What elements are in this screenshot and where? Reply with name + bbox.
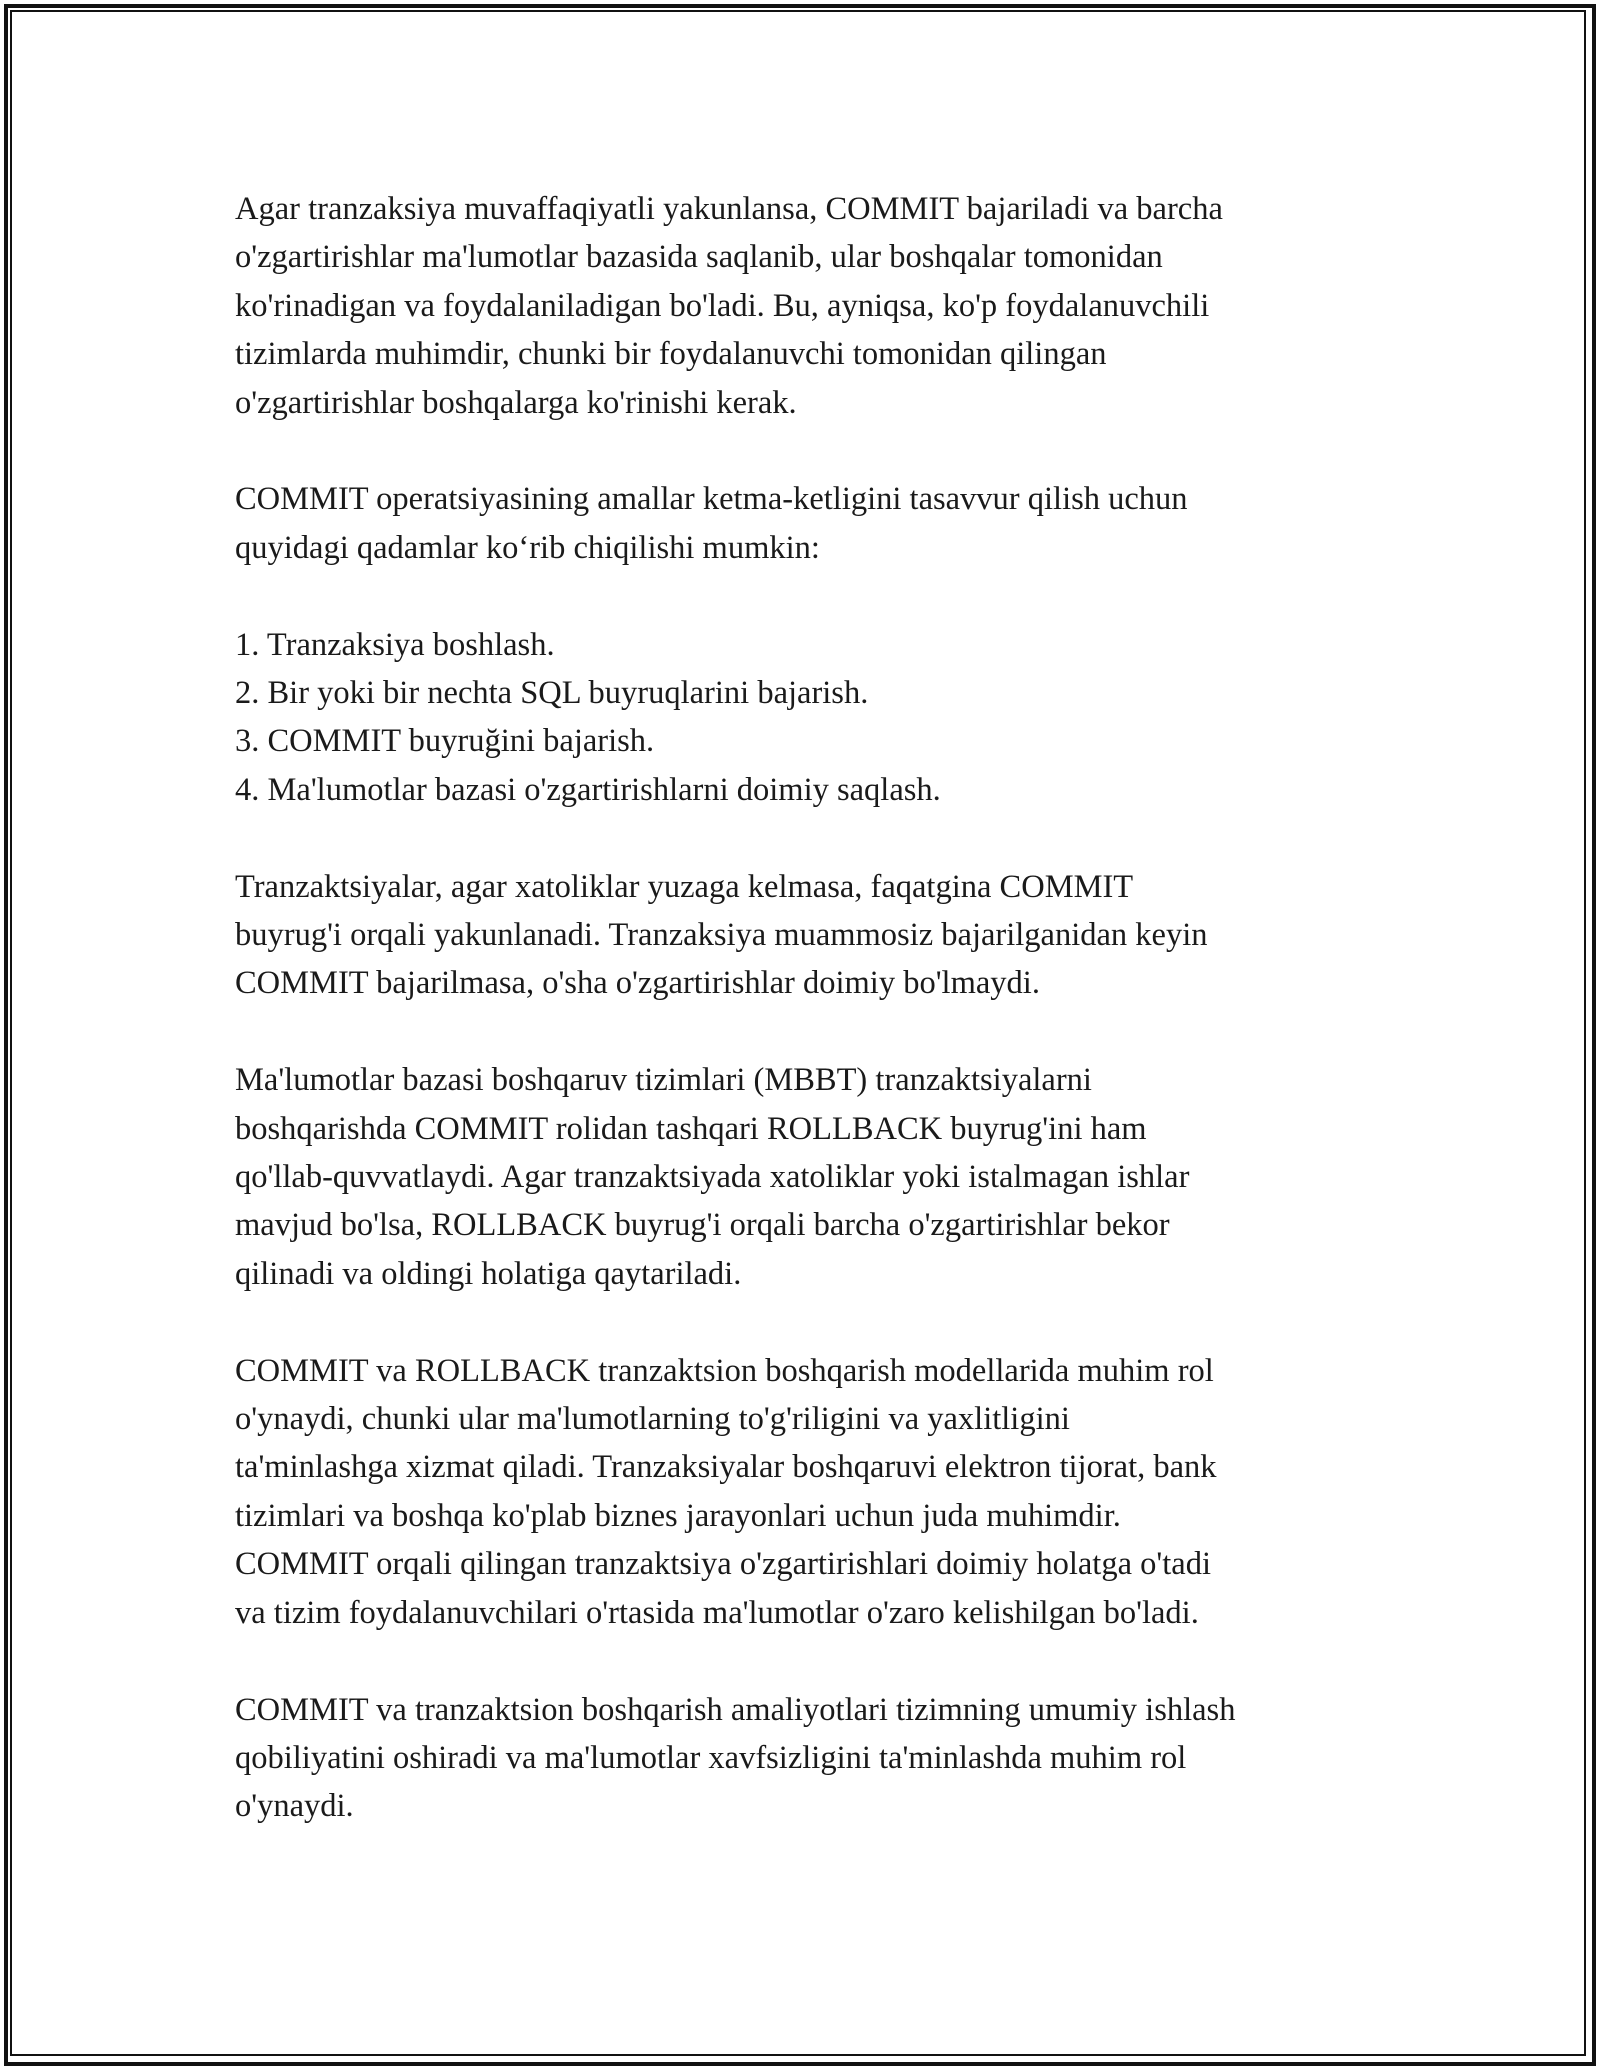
- paragraph-conclusion: COMMIT va tranzaktsion boshqarish amaliyotlari tizimning umumiy ishlash qobiliyatini oshiradi va ma'lumotlar xavfsizligini ta'minlashda muhim rol o'ynaydi.: [235, 1691, 1236, 1825]
- paragraph-commit-finalize: Tranzaktsiyalar, agar xatoliklar yuzaga kelmasa, faqatgina COMMIT buyrug'i orqali yakunlanadi. Tranzaksiya muammosiz bajarilganidan keyin COMMIT bajarilmasa, o'sha o'zgartirishlar doimiy bo'lmaydi.: [235, 868, 1208, 1002]
- paragraph-commit-success: Agar tranzaksiya muvaffaqiyatli yakunlansa, COMMIT bajariladi va barcha o'zgartirishlar ma'lumotlar bazasida saqlanib, ular boshqalar tomonidan ko'rinadigan va foydalaniladigan bo'ladi. Bu, ayniqsa, ko'p foydalanuvchili tizimlarda muhimdir, chunki bir foydalanuvchi tomonidan qilingan o'zgartirishlar boshqalarga ko'rinishi kerak.: [235, 191, 1223, 421]
- list-item-step-1: 1. Tranzaksiya boshlash.: [235, 626, 555, 663]
- list-item-step-4: 4. Ma'lumotlar bazasi o'zgartirishlarni doimiy saqlash.: [235, 771, 941, 808]
- paragraph-commit-rollback-importance: COMMIT va ROLLBACK tranzaktsion boshqarish modellarida muhim rol o'ynaydi, chunki ular ma'lumotlarning to'g'riligini va yaxlitligini ta'minlashga xizmat qiladi. Tranzaksiyalar boshqaruvi elektron tijorat, bank tizimlari va boshqa ko'plab biznes jarayonlari uchun juda muhimdir. COMMIT orqali qilingan tranzaktsiya o'zgartirishlari doimiy holatga o'tadi va tizim foydalanuvchilari o'rtasida ma'lumotlar o'zaro kelishilgan bo'ladi.: [235, 1352, 1217, 1631]
- list-item-step-2: 2. Bir yoki bir nechta SQL buyruqlarini bajarish.: [235, 675, 869, 712]
- list-item-step-3: 3. COMMIT buyruğini bajarish.: [235, 723, 655, 760]
- paragraph-steps-intro: COMMIT operatsiyasining amallar ketma-ketligini tasavvur qilish uchun quyidagi qadamlar ko‘rib chiqilishi mumkin:: [235, 481, 1188, 566]
- paragraph-rollback: Ma'lumotlar bazasi boshqaruv tizimlari (MBBT) tranzaktsiyalarni boshqarishda COMMIT rolidan tashqari ROLLBACK buyrug'ini ham qo'llab-quvvatlaydi. Agar tranzaktsiyada xatoliklar yoki istalmagan ishlar mavjud bo'lsa, ROLLBACK buyrug'i orqali barcha o'zgartirishlar bekor qilinadi va oldingi holatiga qaytariladi.: [235, 1062, 1190, 1292]
- commit-steps-list: [235, 621, 1385, 815]
- document-body: [235, 185, 1385, 1879]
